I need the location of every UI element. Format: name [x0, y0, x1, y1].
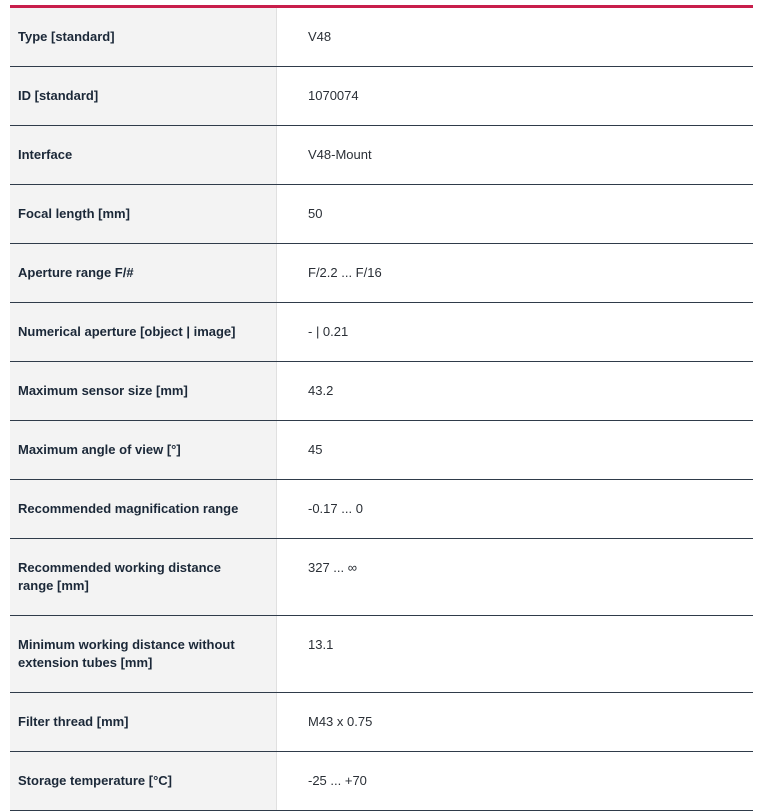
- specification-table: [10, 5, 753, 811]
- spec-row-max-angle-of-view: [10, 421, 753, 480]
- spec-label: Minimum working distance without extension tubes [mm]: [10, 616, 277, 692]
- spec-value: V48-Mount: [277, 126, 753, 184]
- spec-value: 43.2: [277, 362, 753, 420]
- spec-label: Maximum sensor size [mm]: [10, 362, 277, 420]
- spec-row-type: [10, 8, 753, 67]
- spec-value: 50: [277, 185, 753, 243]
- spec-row-magnification-range: [10, 480, 753, 539]
- spec-label: Type [standard]: [10, 8, 277, 66]
- spec-value: 13.1: [277, 616, 753, 692]
- spec-row-interface: [10, 126, 753, 185]
- spec-label: Numerical aperture [object | image]: [10, 303, 277, 361]
- spec-row-filter-thread: [10, 693, 753, 752]
- spec-label: Interface: [10, 126, 277, 184]
- spec-value: 327 ... ∞: [277, 539, 753, 615]
- spec-row-aperture-range: [10, 244, 753, 303]
- spec-value: 1070074: [277, 67, 753, 125]
- spec-label: ID [standard]: [10, 67, 277, 125]
- spec-value: -0.17 ... 0: [277, 480, 753, 538]
- spec-row-min-working-distance: [10, 616, 753, 693]
- spec-row-numerical-aperture: [10, 303, 753, 362]
- spec-label: Filter thread [mm]: [10, 693, 277, 751]
- spec-row-storage-temperature: [10, 752, 753, 811]
- spec-row-focal-length: [10, 185, 753, 244]
- spec-value: -25 ... +70: [277, 752, 753, 810]
- spec-value: - | 0.21: [277, 303, 753, 361]
- spec-value: 45: [277, 421, 753, 479]
- spec-label: Focal length [mm]: [10, 185, 277, 243]
- spec-value: M43 x 0.75: [277, 693, 753, 751]
- spec-row-max-sensor-size: [10, 362, 753, 421]
- spec-label: Maximum angle of view [°]: [10, 421, 277, 479]
- spec-label: Aperture range F/#: [10, 244, 277, 302]
- spec-label: Recommended magnification range: [10, 480, 277, 538]
- spec-row-id: [10, 67, 753, 126]
- spec-label: Storage temperature [°C]: [10, 752, 277, 810]
- spec-value: V48: [277, 8, 753, 66]
- spec-label: Recommended working distance range [mm]: [10, 539, 277, 615]
- spec-value: F/2.2 ... F/16: [277, 244, 753, 302]
- spec-row-working-distance-range: [10, 539, 753, 616]
